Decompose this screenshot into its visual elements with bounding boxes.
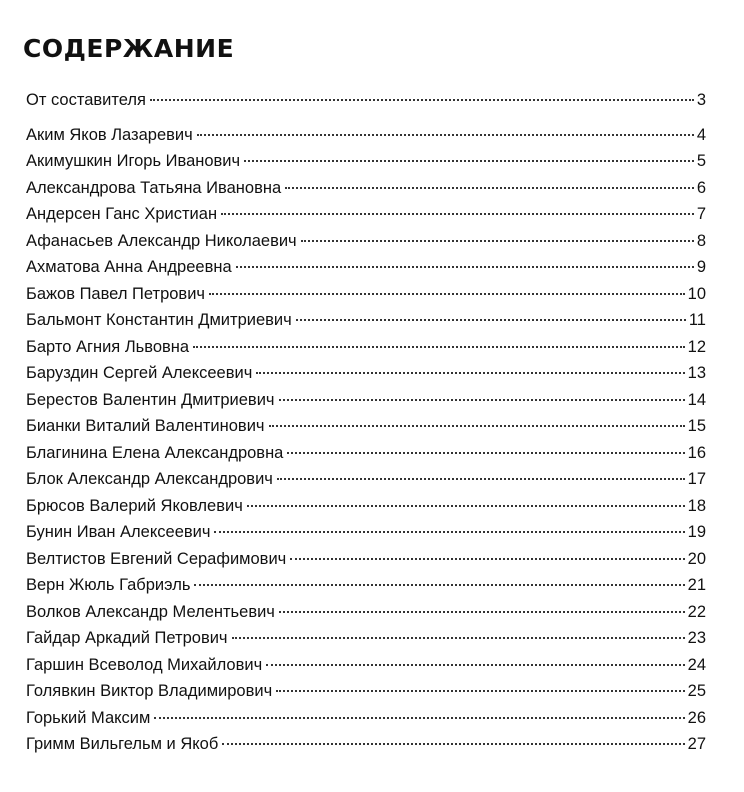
toc-entry-title: Верн Жюль Габриэль xyxy=(26,576,191,594)
dot-leader xyxy=(290,558,684,560)
dot-leader xyxy=(193,346,685,348)
toc-entry xyxy=(26,440,706,467)
dot-leader xyxy=(194,584,684,586)
toc-entry xyxy=(26,175,706,202)
toc-entry-title: Гаршин Всеволод Михайлович xyxy=(26,655,263,674)
dot-leader xyxy=(222,743,684,745)
toc-entry-title: Берестов Валентин Дмитриевич xyxy=(26,390,275,409)
dot-leader xyxy=(154,717,684,719)
dot-leader xyxy=(236,266,694,268)
toc-entry-title: Акимушкин Игорь Иванович xyxy=(26,152,241,170)
toc-entry-page-number: 12 xyxy=(687,337,706,356)
toc-entry xyxy=(26,387,706,414)
dot-leader xyxy=(279,399,685,401)
dot-leader xyxy=(301,240,694,242)
toc-entry xyxy=(26,148,706,175)
toc-entry xyxy=(26,122,706,149)
dot-leader xyxy=(266,664,684,666)
toc-entry-page-number: 9 xyxy=(696,258,706,276)
toc-entry-title: Александрова Татьяна Ивановна xyxy=(26,178,282,197)
toc-entry xyxy=(26,652,706,679)
toc-entry-page-number: 20 xyxy=(687,549,706,568)
toc-entry-page-number: 14 xyxy=(687,390,706,409)
toc-entry xyxy=(26,572,706,599)
dot-leader xyxy=(214,531,684,533)
toc-entry xyxy=(26,334,706,361)
toc-entry-title: Гайдар Аркадий Петрович xyxy=(26,629,228,647)
toc-entry-title: Афанасьев Александр Николаевич xyxy=(26,231,297,250)
toc-entry xyxy=(26,705,706,732)
toc-entry-page-number: 24 xyxy=(687,655,706,674)
toc-entry-title: Волков Александр Мелентьевич xyxy=(26,602,275,621)
dot-leader xyxy=(256,372,684,374)
dot-leader xyxy=(232,637,685,639)
toc-entry-title: Бальмонт Константин Дмитриевич xyxy=(26,311,292,329)
dot-leader xyxy=(269,425,685,427)
toc-entry-page-number: 18 xyxy=(687,496,706,515)
toc-entry-page-number: 27 xyxy=(687,735,706,753)
table-of-contents xyxy=(26,87,706,758)
dot-leader xyxy=(276,690,684,692)
toc-entry xyxy=(26,201,706,228)
toc-entry-title: Блок Александр Александрович xyxy=(26,470,273,488)
toc-entry-page-number: 19 xyxy=(687,523,706,541)
dot-leader xyxy=(285,187,694,189)
toc-entry xyxy=(26,87,706,114)
toc-entry-page-number: 4 xyxy=(696,125,706,144)
dot-leader xyxy=(244,160,694,162)
toc-entry-page-number: 13 xyxy=(687,364,706,382)
toc-entry-title: Баруздин Сергей Алексеевич xyxy=(26,364,253,382)
toc-entry-title: Голявкин Виктор Владимирович xyxy=(26,682,273,700)
toc-entry-page-number: 5 xyxy=(696,152,706,170)
toc-entry xyxy=(26,678,706,705)
toc-entry-page-number: 3 xyxy=(696,91,706,109)
toc-entry-title: Барто Агния Львовна xyxy=(26,337,190,356)
dot-leader xyxy=(221,213,694,215)
toc-entry-title: От составителя xyxy=(26,91,146,109)
toc-entry-title: Бианки Виталий Валентинович xyxy=(26,417,265,435)
toc-entry-page-number: 6 xyxy=(696,178,706,197)
toc-entry xyxy=(26,625,706,652)
toc-entry-page-number: 22 xyxy=(687,602,706,621)
toc-entry-title: Бажов Павел Петрович xyxy=(26,284,206,303)
toc-entry-title: Андерсен Ганс Христиан xyxy=(26,205,218,223)
dot-leader xyxy=(287,452,684,454)
toc-entry-title: Благинина Елена Александровна xyxy=(26,443,284,462)
dot-leader xyxy=(247,505,685,507)
toc-entry-title: Аким Яков Лазаревич xyxy=(26,125,193,144)
dot-leader xyxy=(197,134,694,136)
toc-entry-page-number: 17 xyxy=(687,470,706,488)
dot-leader xyxy=(296,319,686,321)
toc-entry-page-number: 26 xyxy=(687,708,706,727)
toc-entry xyxy=(26,546,706,573)
toc-entry-page-number: 21 xyxy=(687,576,706,594)
toc-entry xyxy=(26,599,706,626)
toc-entry-title: Брюсов Валерий Яковлевич xyxy=(26,496,243,515)
toc-entry xyxy=(26,307,706,334)
toc-entry-page-number: 7 xyxy=(696,205,706,223)
toc-entry xyxy=(26,493,706,520)
toc-entry xyxy=(26,466,706,493)
toc-entry-title: Горький Максим xyxy=(26,708,151,727)
dot-leader xyxy=(150,99,694,101)
toc-entry-title: Велтистов Евгений Серафимович xyxy=(26,549,287,568)
toc-entry xyxy=(26,228,706,255)
toc-entry-title: Ахматова Анна Андреевна xyxy=(26,258,232,276)
toc-entry-title: Гримм Вильгельм и Якоб xyxy=(26,735,219,753)
toc-entry xyxy=(26,731,706,758)
toc-entry xyxy=(26,254,706,281)
toc-entry-page-number: 16 xyxy=(687,443,706,462)
toc-entry xyxy=(26,360,706,387)
dot-leader xyxy=(279,611,685,613)
toc-entry xyxy=(26,519,706,546)
dot-leader xyxy=(277,478,685,480)
toc-entry xyxy=(26,281,706,308)
dot-leader xyxy=(209,293,685,295)
toc-entry-page-number: 11 xyxy=(688,311,706,329)
toc-entry-page-number: 8 xyxy=(696,231,706,250)
toc-entry-title: Бунин Иван Алексеевич xyxy=(26,523,211,541)
page-title: СОДЕРЖАНИЕ xyxy=(23,34,235,63)
toc-entry-page-number: 10 xyxy=(687,284,706,303)
toc-entry-page-number: 23 xyxy=(687,629,706,647)
toc-entry-page-number: 15 xyxy=(687,417,706,435)
toc-entry xyxy=(26,413,706,440)
toc-entry-page-number: 25 xyxy=(687,682,706,700)
